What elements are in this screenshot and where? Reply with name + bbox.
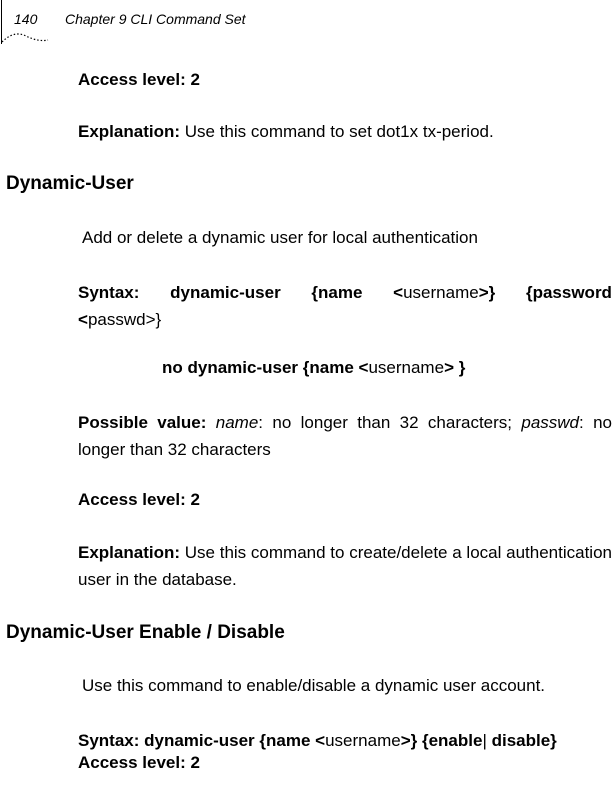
explanation-2: Explanation: Use this command to create/delete a local authentication user in the database. [78,543,612,589]
syntax-enable-disable: Syntax: dynamic-user {name <username>} {enable| disable} [78,731,557,750]
access-level-2: Access level: 2 [78,490,200,509]
section-heading-dynamic-user: Dynamic-User [6,173,134,194]
page-number: 140 [14,11,38,27]
section-intro-enable-disable: Use this command to enable/disable a dynamic user account. [82,676,546,695]
syntax-dynamic-user: Syntax: dynamic-user {name <username>} {password <passwd>} [78,283,612,329]
access-level-3: Access level: 2 [78,753,200,772]
possible-value: Possible value: name: no longer than 32 characters; passwd: no longer than 32 characters [78,413,612,459]
section-heading-enable-disable: Dynamic-User Enable / Disable [6,622,285,643]
chapter-title: Chapter 9 CLI Command Set [65,11,246,27]
header-dotted-curve [0,28,50,44]
access-level-1: Access level: 2 [78,70,200,89]
no-dynamic-user-syntax: no dynamic-user {name <username> } [162,358,466,377]
explanation-1: Explanation: Use this command to set dot1x tx-period. [78,122,494,141]
section-intro-dynamic-user: Add or delete a dynamic user for local authentication [82,228,478,247]
